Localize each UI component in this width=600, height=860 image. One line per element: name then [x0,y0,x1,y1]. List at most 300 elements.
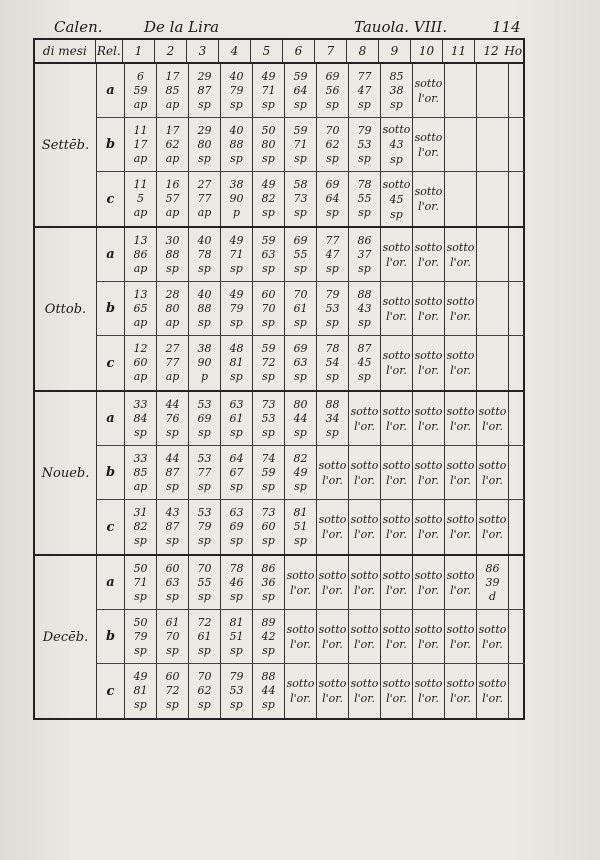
header-hour: 4 [219,40,251,62]
row-letter: a [97,556,125,609]
cell-value: 79 [357,123,372,137]
table-cell [221,556,253,609]
cell-value: 74 [261,451,276,465]
cell-value: 49 [293,465,308,479]
cell-value: 77 [197,192,212,205]
cell-value: 62 [165,137,180,151]
cell-value: l'or. [450,255,471,269]
cell-value: sotto [446,622,475,636]
running-head [54,18,524,40]
table-cell [253,610,285,663]
cell-value: sotto [414,185,443,198]
table-cell [125,336,157,390]
table-cell [509,64,525,117]
table-cell [317,228,349,281]
cell-value: 64 [325,192,340,205]
cell-value: 56 [325,83,340,97]
cell-value: l'or. [290,692,311,705]
table-cell [285,64,317,117]
cell-value: sp [230,151,243,165]
header-hour: 6 [283,40,315,62]
table-row [97,172,525,226]
table-row [97,336,525,390]
cell-value: l'or. [482,473,503,487]
cell-value: 71 [229,247,244,261]
table-cell [285,118,317,171]
cell-value: 45 [389,192,404,206]
cell-value: 6 [137,69,144,83]
table-cell [285,392,317,445]
table-cell [253,228,285,281]
cell-value: 78 [357,178,372,191]
cell-value: sp [262,698,275,711]
cell-value: l'or. [418,473,439,487]
cell-value: sotto [478,458,507,472]
cell-value: 61 [197,629,212,643]
cell-value: l'or. [418,145,439,159]
table-cell [381,172,413,226]
table-cell [349,500,381,554]
cell-value: ap [133,151,148,165]
cell-value: sotto [350,677,379,690]
cell-value: 59 [293,69,308,83]
cell-value: 73 [261,506,276,519]
table-cell [381,228,413,281]
cell-value: 85 [389,69,404,83]
table-cell [253,664,285,718]
cell-value: 78 [197,247,212,261]
table-cell [413,336,445,390]
table-row [97,118,525,172]
cell-value: 63 [229,397,244,411]
table-cell [477,64,509,117]
cell-value: sp [166,534,179,547]
table-cell [509,500,525,554]
cell-value: sp [198,534,211,547]
table-cell [221,64,253,117]
table-cell [253,556,285,609]
cell-value: l'or. [418,637,439,651]
cell-value: sp [230,315,243,329]
cell-value: 86 [485,561,500,575]
cell-value: 12 [133,342,148,355]
cell-value: sotto [478,622,507,636]
cell-value: 80 [293,397,308,411]
cell-value: l'or. [322,473,343,487]
table-cell [413,556,445,609]
table-cell [125,446,157,499]
cell-value: 53 [197,506,212,519]
header-hour: 11 [443,40,475,62]
table-cell [189,282,221,335]
cell-value: sp [198,479,211,493]
table-cell [189,172,221,226]
cell-value: 17 [165,69,180,83]
cell-value: 87 [357,342,372,355]
table-cell [445,610,477,663]
cell-value: sotto [382,240,411,254]
cell-value: 49 [261,69,276,83]
table-cell [509,118,525,171]
table-cell [509,392,525,445]
cell-value: ap [165,206,180,219]
cell-value: 60 [261,287,276,301]
cell-value: 88 [197,301,212,315]
cell-value: l'or. [418,255,439,269]
table-cell [413,610,445,663]
cell-value: l'or. [354,473,375,487]
cell-value: sp [166,589,179,603]
table-cell [157,282,189,335]
cell-value: 88 [165,247,180,261]
page-number: 114 [492,18,521,36]
cell-value: sp [134,698,147,711]
cell-value: p [232,206,241,219]
table-cell [413,500,445,554]
cell-value: sotto [414,622,443,636]
cell-value: sotto [478,404,507,418]
table-cell [445,392,477,445]
cell-value: sotto [382,177,411,191]
table-cell [381,392,413,445]
table-cell [157,118,189,171]
table-cell [253,392,285,445]
table-cell [477,228,509,281]
cell-value: d [488,589,497,603]
cell-value: sp [262,479,275,493]
table-cell [413,446,445,499]
cell-value: 44 [261,684,276,697]
cell-value: 59 [293,123,308,137]
table-cell [157,172,189,226]
table-row [97,556,525,610]
cell-value: 53 [325,301,340,315]
cell-value: 78 [325,342,340,355]
cell-value: sp [326,315,339,329]
table-header [35,38,526,64]
cell-value: sotto [414,458,443,472]
table-cell [381,556,413,609]
cell-value: sp [390,207,403,221]
cell-value: 46 [229,575,244,589]
table-cell [381,446,413,499]
table-cell [285,336,317,390]
cell-value: 13 [133,287,148,301]
row-letter: a [97,392,125,445]
table-cell [477,282,509,335]
cell-value: l'or. [386,419,407,433]
cell-value: sotto [350,568,379,582]
cell-value: 70 [261,301,276,315]
table-cell [381,336,413,390]
cell-value: l'or. [482,419,503,433]
table-cell [509,228,525,281]
cell-value: 85 [165,83,180,97]
cell-value: 5 [137,192,144,205]
table-cell [317,64,349,117]
cell-value: l'or. [354,419,375,433]
cell-value: l'or. [386,692,407,705]
cell-value: sotto [318,568,347,582]
cell-value: 31 [133,506,148,519]
table-cell [477,664,509,718]
cell-value: 48 [229,342,244,355]
cell-value: 27 [165,342,180,355]
cell-value: 80 [197,137,212,151]
cell-value: 89 [261,615,276,629]
table-cell [157,392,189,445]
table-row [97,228,525,282]
cell-value: 43 [165,506,180,519]
cell-value: 69 [293,342,308,355]
cell-value: ap [165,370,180,383]
cell-value: 53 [261,411,276,425]
cell-value: 88 [261,670,276,683]
cell-value: 29 [197,123,212,137]
table-row [97,64,525,118]
cell-value: 58 [293,178,308,191]
header-hour: 8 [347,40,379,62]
cell-value: 82 [293,451,308,465]
cell-value: sotto [478,677,507,690]
table-cell [285,172,317,226]
cell-value: sotto [414,76,443,90]
cell-value: 51 [229,629,244,643]
cell-value: 59 [261,342,276,355]
cell-value: l'or. [450,692,471,705]
cell-value: 64 [293,83,308,97]
cell-value: 72 [197,615,212,629]
table-cell [445,336,477,390]
cell-value: 54 [325,356,340,369]
cell-value: 47 [325,247,340,261]
lyre-table [33,38,525,720]
table-cell [253,336,285,390]
cell-value: 43 [357,301,372,315]
table-cell [125,118,157,171]
table-cell [349,282,381,335]
cell-value: 87 [165,465,180,479]
cell-value: sp [358,97,371,111]
cell-value: 34 [325,411,340,425]
cell-value: 90 [229,192,244,205]
cell-value: sotto [318,677,347,690]
cell-value: l'or. [386,364,407,377]
cell-value: 55 [293,247,308,261]
cell-value: sp [230,479,243,493]
row-letter: b [97,610,125,663]
cell-value: ap [197,206,212,219]
table-cell [317,282,349,335]
cell-value: 79 [229,301,244,315]
table-cell [509,446,525,499]
cell-value: sp [294,370,307,383]
table-cell [349,64,381,117]
running-head-left: Calen. [54,18,103,36]
cell-value: 40 [197,233,212,247]
cell-value: l'or. [290,637,311,651]
cell-value: 40 [229,123,244,137]
cell-value: ap [133,315,148,329]
table-cell [413,228,445,281]
table-cell [189,64,221,117]
table-cell [413,64,445,117]
month-block [35,392,523,556]
table-cell [509,282,525,335]
cell-value: sotto [382,568,411,582]
cell-value: sp [230,97,243,111]
cell-value: 72 [165,684,180,697]
table-row [97,392,525,446]
cell-value: sp [230,534,243,547]
table-cell [189,556,221,609]
table-cell [477,610,509,663]
cell-value: 47 [357,83,372,97]
cell-value: l'or. [450,637,471,651]
cell-value: 53 [229,684,244,697]
cell-value: sp [294,261,307,275]
table-cell [157,664,189,718]
cell-value: 69 [229,520,244,533]
cell-value: 81 [133,684,148,697]
cell-value: 40 [229,69,244,83]
cell-value: ap [165,97,180,111]
table-cell [221,228,253,281]
table-cell [317,500,349,554]
cell-value: 80 [261,137,276,151]
table-cell [125,664,157,718]
table-cell [317,118,349,171]
cell-value: sotto [350,458,379,472]
cell-value: 86 [357,233,372,247]
cell-value: 78 [229,561,244,575]
table-cell [125,228,157,281]
cell-value: sp [166,643,179,657]
table-cell [445,282,477,335]
cell-value: 38 [229,178,244,191]
cell-value: sp [294,97,307,111]
table-cell [189,392,221,445]
cell-value: sotto [414,404,443,418]
table-cell [253,282,285,335]
cell-value: 67 [229,465,244,479]
table-cell [445,556,477,609]
table-cell [413,664,445,718]
cell-value: sotto [446,294,475,308]
table-cell [413,118,445,171]
cell-value: 11 [133,123,148,137]
cell-value: sp [358,206,371,219]
cell-value: 70 [293,287,308,301]
cell-value: 49 [229,287,244,301]
header-letter: Rel. [96,40,123,62]
cell-value: sotto [446,513,475,526]
table-cell [189,336,221,390]
cell-value: sotto [382,123,411,136]
cell-value: sotto [446,404,475,418]
table-cell [125,500,157,554]
cell-value: 33 [133,397,148,411]
cell-value: 53 [357,137,372,151]
cell-value: sp [230,261,243,275]
cell-value: 49 [133,670,148,683]
cell-value: 49 [261,178,276,191]
cell-value: l'or. [418,583,439,597]
cell-value: l'or. [418,692,439,705]
table-cell [381,64,413,117]
cell-value: 55 [357,192,372,205]
cell-value: l'or. [418,200,439,213]
cell-value: l'or. [386,309,407,323]
cell-value: l'or. [418,419,439,433]
cell-value: 70 [197,561,212,575]
cell-value: 43 [389,138,404,151]
table-cell [445,118,477,171]
table-cell [221,282,253,335]
cell-value: 60 [133,356,148,369]
table-cell [477,556,509,609]
cell-value: 77 [357,69,372,83]
cell-value: 59 [133,83,148,97]
cell-value: 60 [261,520,276,533]
cell-value: ap [133,261,148,275]
cell-value: 87 [165,520,180,533]
table-cell [221,500,253,554]
cell-value: l'or. [418,309,439,323]
table-cell [477,500,509,554]
cell-value: 59 [261,233,276,247]
table-cell [349,556,381,609]
cell-value: sotto [414,130,443,144]
cell-value: l'or. [354,583,375,597]
cell-value: 88 [325,397,340,411]
cell-value: sotto [382,677,411,690]
cell-value: 61 [229,411,244,425]
table-cell [349,610,381,663]
cell-value: l'or. [386,583,407,597]
cell-value: l'or. [354,637,375,651]
header-hour: 7 [315,40,347,62]
cell-value: sp [230,589,243,603]
cell-value: sp [358,151,371,165]
row-letter: c [97,172,125,226]
cell-value: 57 [165,192,180,205]
cell-value: 76 [165,411,180,425]
table-cell [445,664,477,718]
table-cell [157,556,189,609]
cell-value: sp [262,534,275,547]
table-cell [285,446,317,499]
cell-value: 73 [293,192,308,205]
cell-value: sp [134,589,147,603]
table-cell [317,610,349,663]
cell-value: l'or. [418,91,439,105]
table-cell [445,446,477,499]
cell-value: sp [230,425,243,439]
table-cell [253,118,285,171]
cell-value: 62 [197,684,212,697]
cell-value: sp [358,370,371,383]
table-cell [157,64,189,117]
table-cell [221,392,253,445]
cell-value: sotto [446,240,475,254]
table-cell [221,118,253,171]
table-cell [253,500,285,554]
table-cell [157,446,189,499]
cell-value: ap [165,151,180,165]
cell-value: sp [230,643,243,657]
running-head-right: Tauola. VIII. [354,18,448,36]
